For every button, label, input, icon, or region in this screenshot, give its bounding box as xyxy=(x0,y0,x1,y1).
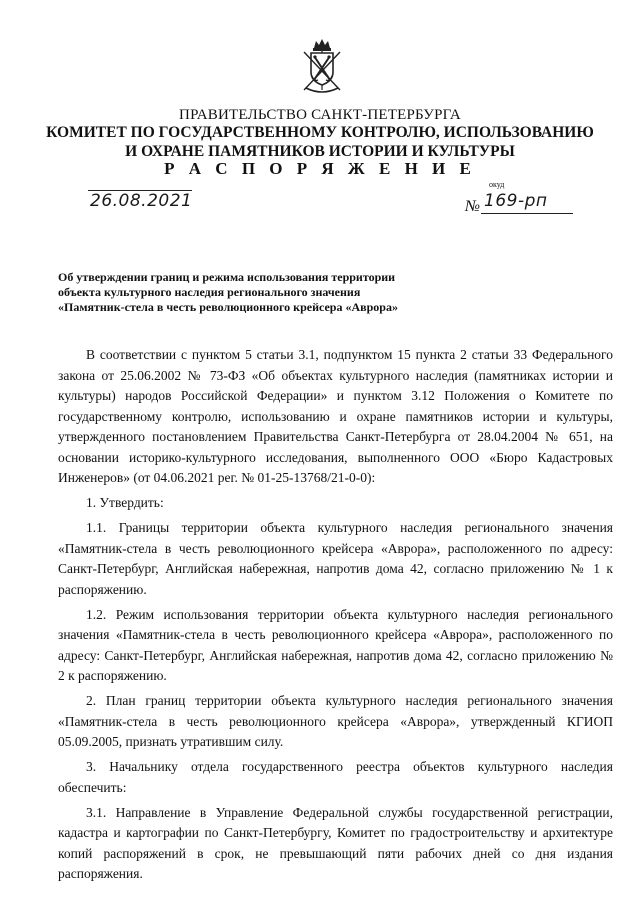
government-heading: ПРАВИТЕЛЬСТВО САНКТ-ПЕТЕРБУРГА xyxy=(179,107,461,123)
committee-line-1: КОМИТЕТ ПО ГОСУДАРСТВЕННОМУ КОНТРОЛЮ, ИСПОЛЬЗОВАНИЮ xyxy=(46,124,594,141)
number-sign: № xyxy=(465,198,481,215)
document-type-title: Р А С П О Р Я Ж Е Н И Е xyxy=(164,159,476,178)
committee-heading xyxy=(0,123,640,161)
date-underline xyxy=(88,190,192,191)
committee-line-2: И ОХРАНЕ ПАМЯТНИКОВ ИСТОРИИ И КУЛЬТУРЫ xyxy=(125,143,515,160)
number-underline xyxy=(481,213,573,214)
subject-line-1: Об утверждении границ и режима использования территории xyxy=(58,270,396,284)
subject-line-3: «Памятник-стела в честь революционного крейсера «Аврора» xyxy=(58,300,398,314)
preamble-paragraph: В соответствии с пунктом 5 статьи 3.1, подпунктом 15 пункта 2 статьи 33 Федерального закона от 25.06.2002 № 73-ФЗ «Об объектах культурного наследия (памятниках истории и культуры) народов Российской Федерации» и пунктом 3.12 Положения о Комитете по государственному контролю, использованию и охране памятников истории и культуры, утвержденного постановлением Правительства Санкт-Петербурга от 28.04.2004 № 651, на основании историко-культурного исследования, выполненного ООО «Бюро Кадастровых Инженеров» (от 04.06.2021 рег. № 01-25-13768/21-0-0): xyxy=(58,347,613,485)
clause-1-1: 1.1. Границы территории объекта культурного наследия регионального значения «Памятник-стела в честь революционного крейсера «Аврора», расположенного по адресу: Санкт-Петербург, Английская набережная, напротив дома 42, согласно приложению № 1 к распоряжению. xyxy=(58,520,613,597)
clause-3: 3. Начальнику отдела государственного реестра объектов культурного наследия обеспечить: xyxy=(58,759,613,795)
document-date: 26.08.2021 xyxy=(90,191,193,211)
clause-1-2: 1.2. Режим использования территории объекта культурного наследия регионального значения «Памятник-стела в честь революционного крейсера «Аврора», расположенного по адресу: Санкт-Петербург, Английская набережная, напротив дома 42, согласно приложению № 2 к распоряжению. xyxy=(58,606,613,683)
clause-1: 1. Утвердить: xyxy=(86,495,164,510)
clause-2: 2. План границ территории объекта культурного наследия регионального значения «Памятник-стела в честь революционного крейсера «Аврора», утвержденный КГИОП 05.09.2005, признать утратившим силу. xyxy=(58,693,613,749)
subject-line-2: объекта культурного наследия регионального значения xyxy=(58,285,361,299)
okud-label: окуд xyxy=(489,180,505,189)
document-subject xyxy=(58,270,478,315)
coat-of-arms-icon xyxy=(298,38,346,96)
document-body xyxy=(58,345,613,889)
clause-3-1: 3.1. Направление в Управление Федеральной службы государственной регистрации, кадастра и картографии по Санкт-Петербургу, Комитет по градостроительству и архитектуре копий распоряжений в срок, не превышающий пяти рабочих дней со дня издания распоряжения. xyxy=(58,804,613,881)
document-number: 169-рп xyxy=(484,191,548,211)
